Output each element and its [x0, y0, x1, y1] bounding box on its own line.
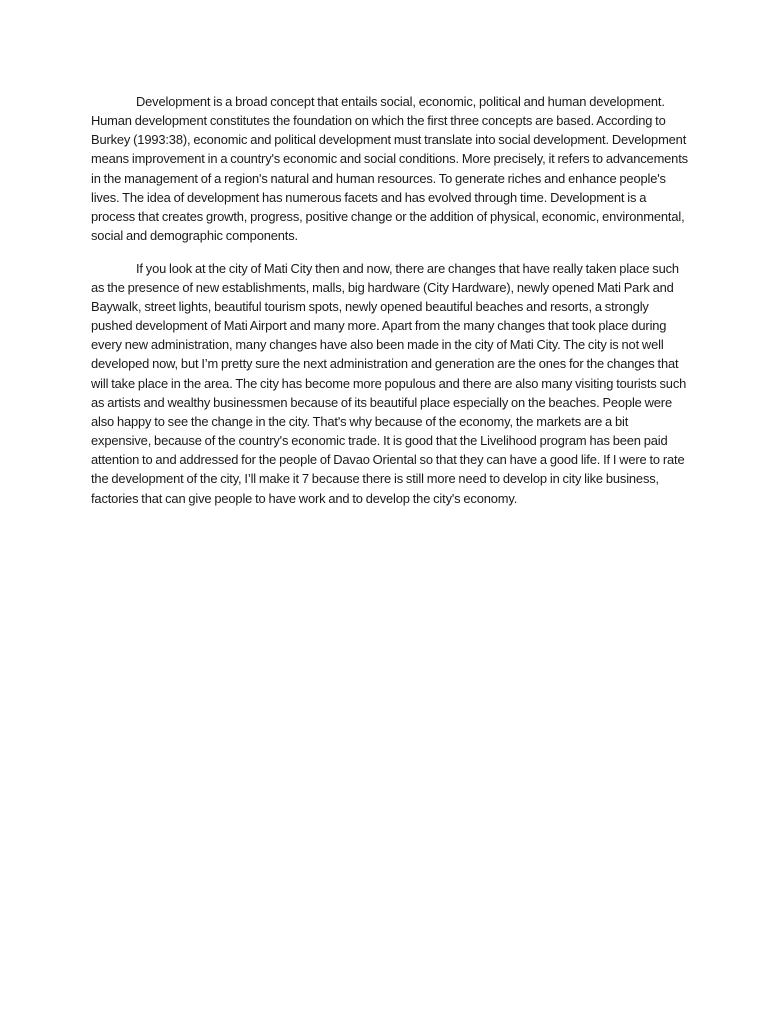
body-text: [91, 92, 689, 508]
paragraph-1: Development is a broad concept that entails social, economic, political and human development. Human development constitutes the foundation on which the first three concepts are based. According to Burkey (1993:38), economic and political development must translate into social development. Development means improvement in a country's economic and social conditions. More precisely, it refers to advancements in the management of a region's natural and human resources. To generate riches and enhance people's lives. The idea of development has numerous facets and has evolved through time. Development is a process that creates growth, progress, positive change or the addition of physical, economic, environmental, social and demographic components.: [91, 94, 688, 244]
paragraph-2: If you look at the city of Mati City then and now, there are changes that have really taken place such as the presence of new establishments, malls, big hardware (City Hardware), newly opened Mati Park and Baywalk, street lights, beautiful tourism spots, newly opened beautiful beaches and resorts, a strongly pushed development of Mati Airport and many more. Apart from the many changes that took place during every new administration, many changes have also been made in the city of Mati City. The city is not well developed now, but I’m pretty sure the next administration and generation are the ones for the changes that will take place in the area. The city has become more populous and there are also many visiting tourists such as artists and wealthy businessmen because of its beautiful place especially on the beaches. People were also happy to see the change in the city. That's why because of the economy, the markets are a bit expensive, because of the country's economic trade. It is good that the Livelihood program has been paid attention to and addressed for the people of Davao Oriental so that they can have a good life. If I were to rate the development of the city, I’ll make it 7 because there is still more need to develop in city like business, factories that can give people to have work and to develop the city's economy.: [91, 260, 687, 506]
